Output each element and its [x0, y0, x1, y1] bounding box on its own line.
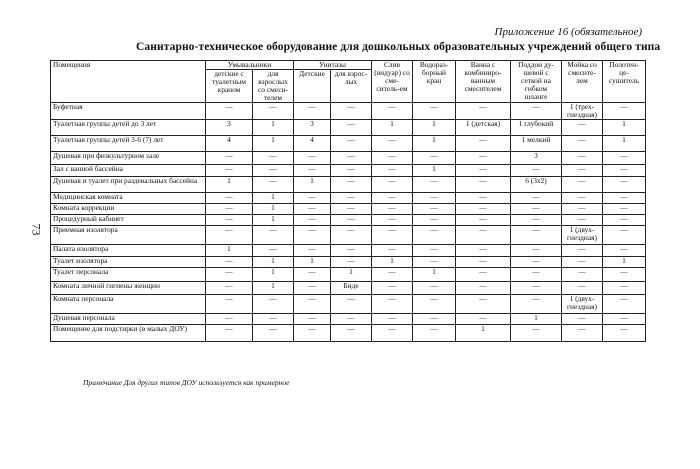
table-cell: — — [562, 245, 603, 257]
table-cell: — — [331, 120, 372, 136]
table-cell: — — [206, 282, 253, 295]
table-cell: — — [253, 103, 294, 120]
header-sink: Мойка со смесите-лем — [562, 61, 603, 103]
table-cell: — — [206, 165, 253, 177]
table-cell: — — [253, 295, 294, 314]
table-cell: — — [511, 245, 562, 257]
table-cell: — — [331, 136, 372, 152]
table-cell: — — [511, 215, 562, 226]
table-row — [51, 282, 646, 295]
table-cell: 3 — [294, 120, 331, 136]
table-cell: — — [603, 177, 646, 193]
table-cell: — — [603, 152, 646, 165]
table-cell: — — [511, 193, 562, 204]
table-row — [51, 120, 646, 136]
table-cell: — — [253, 325, 294, 342]
table-cell: — — [206, 314, 253, 325]
header-t-child: Детские — [294, 70, 331, 103]
table-cell: 1 — [253, 257, 294, 268]
table-row — [51, 152, 646, 165]
table-cell: — — [511, 257, 562, 268]
table-cell: — — [294, 314, 331, 325]
table-cell: — — [294, 103, 331, 120]
table-cell: — — [562, 325, 603, 342]
table-cell: — — [294, 245, 331, 257]
table-cell: — — [372, 152, 413, 165]
table-cell: — — [562, 177, 603, 193]
table-cell: 1 — [413, 120, 456, 136]
table-cell: — — [511, 295, 562, 314]
table-cell: — — [372, 325, 413, 342]
header-towel: Полотен-це-сушитель — [603, 61, 646, 103]
table-cell: 1 — [372, 120, 413, 136]
table-cell: 1 — [206, 177, 253, 193]
table-cell: — — [413, 152, 456, 165]
table-cell: — — [456, 295, 511, 314]
table-cell: 3 — [511, 152, 562, 165]
table-row — [51, 314, 646, 325]
table-cell: — — [253, 226, 294, 245]
room-name: Комната коррекции — [51, 204, 206, 215]
table-cell: — — [206, 257, 253, 268]
room-name: Комната личной гигиены женщин — [51, 282, 206, 295]
table-cell: — — [294, 226, 331, 245]
table-cell: — — [511, 165, 562, 177]
table-cell: 1 — [253, 136, 294, 152]
room-name: Приемная изолятора — [51, 226, 206, 245]
table-cell: — — [331, 226, 372, 245]
table-cell: — — [603, 103, 646, 120]
table-cell: — — [206, 226, 253, 245]
table-row — [51, 103, 646, 120]
table-cell: — — [331, 257, 372, 268]
table-cell: — — [331, 165, 372, 177]
table-row — [51, 268, 646, 282]
table-row — [51, 136, 646, 152]
table-cell: 1 — [253, 215, 294, 226]
room-name: Процедурный кабинет — [51, 215, 206, 226]
table-cell: — — [413, 215, 456, 226]
table-cell: — — [413, 226, 456, 245]
appendix-label: Приложение 16 (обязательное) — [494, 26, 642, 38]
room-name: Душевая и туалет при раздевальных бассейна — [51, 177, 206, 193]
table-cell: — — [456, 226, 511, 245]
table-cell: 1 — [253, 193, 294, 204]
table-cell: — — [603, 204, 646, 215]
table-cell: 1 — [294, 257, 331, 268]
table-cell: 6 (3х2) — [511, 177, 562, 193]
table-cell: — — [206, 103, 253, 120]
table-cell: — — [253, 152, 294, 165]
table-cell: — — [206, 193, 253, 204]
table-cell: 1 — [253, 282, 294, 295]
table-cell: — — [253, 245, 294, 257]
table-cell: — — [413, 295, 456, 314]
equipment-table — [50, 60, 646, 342]
table-cell: 1 (двух-гнездная) — [562, 226, 603, 245]
table-cell: 1 (двух-гнездная) — [562, 295, 603, 314]
table-cell: — — [372, 268, 413, 282]
table-cell: — — [253, 165, 294, 177]
table-row — [51, 165, 646, 177]
table-cell: — — [331, 152, 372, 165]
table-cell: — — [603, 295, 646, 314]
table-cell: — — [294, 152, 331, 165]
table-cell: — — [372, 103, 413, 120]
table-cell: — — [562, 152, 603, 165]
header-wb-child: детские с туалетным краном — [206, 70, 253, 103]
table-cell: 1 — [253, 204, 294, 215]
table-cell: — — [206, 215, 253, 226]
page-number: 73 — [29, 223, 44, 236]
table-row — [51, 193, 646, 204]
table-cell: — — [413, 177, 456, 193]
header-t-adult: для взрос-лых — [331, 70, 372, 103]
room-name: Душевая при физкультурном зале — [51, 152, 206, 165]
table-cell: — — [456, 103, 511, 120]
table-cell: — — [603, 282, 646, 295]
table-cell: — — [206, 325, 253, 342]
table-row — [51, 245, 646, 257]
table-cell: — — [456, 245, 511, 257]
table-cell: — — [331, 193, 372, 204]
table-cell: — — [372, 282, 413, 295]
header-wb-adult: для взрослых со смеси-телем — [253, 70, 294, 103]
table-cell: — — [562, 257, 603, 268]
table-cell: 1 — [511, 314, 562, 325]
table-cell: — — [331, 245, 372, 257]
table-cell: — — [456, 165, 511, 177]
table-cell: — — [562, 165, 603, 177]
table-cell: — — [294, 193, 331, 204]
table-cell: — — [456, 257, 511, 268]
table-cell: — — [562, 193, 603, 204]
table-cell: — — [456, 204, 511, 215]
table-cell: — — [294, 165, 331, 177]
table-cell: — — [603, 245, 646, 257]
table-cell: 1 — [331, 268, 372, 282]
table-cell: 1 глубокий — [511, 120, 562, 136]
table-cell: — — [413, 103, 456, 120]
table-cell: 1 — [413, 136, 456, 152]
table-cell: — — [413, 282, 456, 295]
table-cell: — — [562, 136, 603, 152]
table-cell: — — [603, 325, 646, 342]
table-cell: — — [511, 325, 562, 342]
room-name: Туалетная группы детей 3-6 (7) лет — [51, 136, 206, 152]
table-cell: — — [511, 282, 562, 295]
table-cell: — — [372, 136, 413, 152]
room-name: Помещение для подстирки (в малых ДОУ) — [51, 325, 206, 342]
table-cell: — — [511, 226, 562, 245]
table-cell: — — [372, 177, 413, 193]
table-cell: — — [206, 295, 253, 314]
table-cell: — — [413, 325, 456, 342]
table-cell: — — [413, 314, 456, 325]
table-row — [51, 257, 646, 268]
table-cell: — — [511, 103, 562, 120]
table-cell: — — [331, 177, 372, 193]
table-cell: 1 — [372, 257, 413, 268]
table-cell: — — [294, 282, 331, 295]
header-room: Помещения — [51, 61, 206, 103]
table-cell: — — [511, 204, 562, 215]
table-cell: — — [603, 314, 646, 325]
table-cell: Биде — [331, 282, 372, 295]
table-cell: — — [603, 165, 646, 177]
table-cell: — — [372, 204, 413, 215]
room-name: Туалет персонала — [51, 268, 206, 282]
table-cell: — — [562, 215, 603, 226]
table-cell: — — [372, 193, 413, 204]
table-cell: — — [331, 314, 372, 325]
table-cell: 1 мелкий — [511, 136, 562, 152]
table-cell: — — [331, 325, 372, 342]
table-cell: — — [562, 314, 603, 325]
table-cell: — — [456, 314, 511, 325]
table-cell: — — [562, 120, 603, 136]
header-tap: Водораз-борный кран — [413, 61, 456, 103]
header-bath: Ванна с комбиниро-ванным смесителем — [456, 61, 511, 103]
table-body — [51, 103, 646, 342]
table-cell: — — [372, 295, 413, 314]
page-title: Санитарно-техническое оборудование для дошкольных образовательных учреждений общего типа — [136, 41, 661, 53]
table-cell: 1 — [253, 120, 294, 136]
table-cell: — — [294, 325, 331, 342]
table-cell: — — [511, 268, 562, 282]
table-cell: — — [456, 282, 511, 295]
table-row — [51, 177, 646, 193]
table-row — [51, 295, 646, 314]
table-cell: — — [294, 204, 331, 215]
table-row — [51, 226, 646, 245]
table-cell: — — [456, 152, 511, 165]
table-cell: 1 — [413, 165, 456, 177]
header-tray: Поддон ду-шевой с сеткой на гибком шланге — [511, 61, 562, 103]
table-cell: — — [603, 268, 646, 282]
table-cell: — — [206, 204, 253, 215]
room-name: Зал с ванной бассейна — [51, 165, 206, 177]
table-cell: 4 — [206, 136, 253, 152]
table-row — [51, 204, 646, 215]
table-cell: — — [413, 193, 456, 204]
table-cell: — — [294, 215, 331, 226]
header-drain: Слив (видуар) со сме-ситель-ем — [372, 61, 413, 103]
table-cell: — — [562, 268, 603, 282]
table-cell: — — [331, 295, 372, 314]
table-cell: — — [456, 136, 511, 152]
room-name: Комната персонала — [51, 295, 206, 314]
room-name: Туалетная группы детей до 3 лет — [51, 120, 206, 136]
table-cell: 1 — [456, 325, 511, 342]
table-cell: — — [372, 215, 413, 226]
header-toilets: Унитазы — [294, 61, 372, 70]
table-cell: — — [456, 215, 511, 226]
room-name: Медицинская комната — [51, 193, 206, 204]
table-cell: — — [253, 314, 294, 325]
table-cell: 1 — [413, 268, 456, 282]
table-cell: — — [372, 245, 413, 257]
table-cell: — — [413, 257, 456, 268]
table-cell: 1 — [603, 120, 646, 136]
table-cell: 1 (детская) — [456, 120, 511, 136]
table-cell: — — [413, 204, 456, 215]
table-cell: — — [294, 268, 331, 282]
table-cell: — — [603, 193, 646, 204]
table-cell: — — [456, 193, 511, 204]
room-name: Душевая персонала — [51, 314, 206, 325]
table-cell: — — [562, 282, 603, 295]
table-cell: — — [456, 177, 511, 193]
table-cell: 1 — [603, 136, 646, 152]
table-cell: — — [456, 268, 511, 282]
table-cell: — — [603, 226, 646, 245]
table-cell: — — [603, 215, 646, 226]
table-cell: 1 — [603, 257, 646, 268]
table-cell: — — [206, 268, 253, 282]
table-cell: — — [562, 204, 603, 215]
table-cell: — — [294, 295, 331, 314]
table-cell: 3 — [206, 120, 253, 136]
table-row — [51, 215, 646, 226]
table-cell: — — [331, 103, 372, 120]
table-row — [51, 325, 646, 342]
table-cell: 4 — [294, 136, 331, 152]
table-cell: — — [413, 245, 456, 257]
table-cell: — — [206, 152, 253, 165]
table-cell: — — [253, 177, 294, 193]
table-cell: 1 — [253, 268, 294, 282]
footnote: Примечание Для других типов ДОУ используется как примерное — [83, 378, 290, 387]
table-cell: 1 — [294, 177, 331, 193]
table-cell: — — [372, 165, 413, 177]
table-cell: 1 (трех-гнездная) — [562, 103, 603, 120]
table-cell: — — [331, 204, 372, 215]
header-washbasins: Умывальники — [206, 61, 294, 70]
table-cell: — — [331, 215, 372, 226]
room-name: Буфетная — [51, 103, 206, 120]
table-cell: 1 — [206, 245, 253, 257]
room-name: Туалет изолятора — [51, 257, 206, 268]
room-name: Палата изолятора — [51, 245, 206, 257]
table-cell: — — [372, 226, 413, 245]
table-cell: — — [372, 314, 413, 325]
